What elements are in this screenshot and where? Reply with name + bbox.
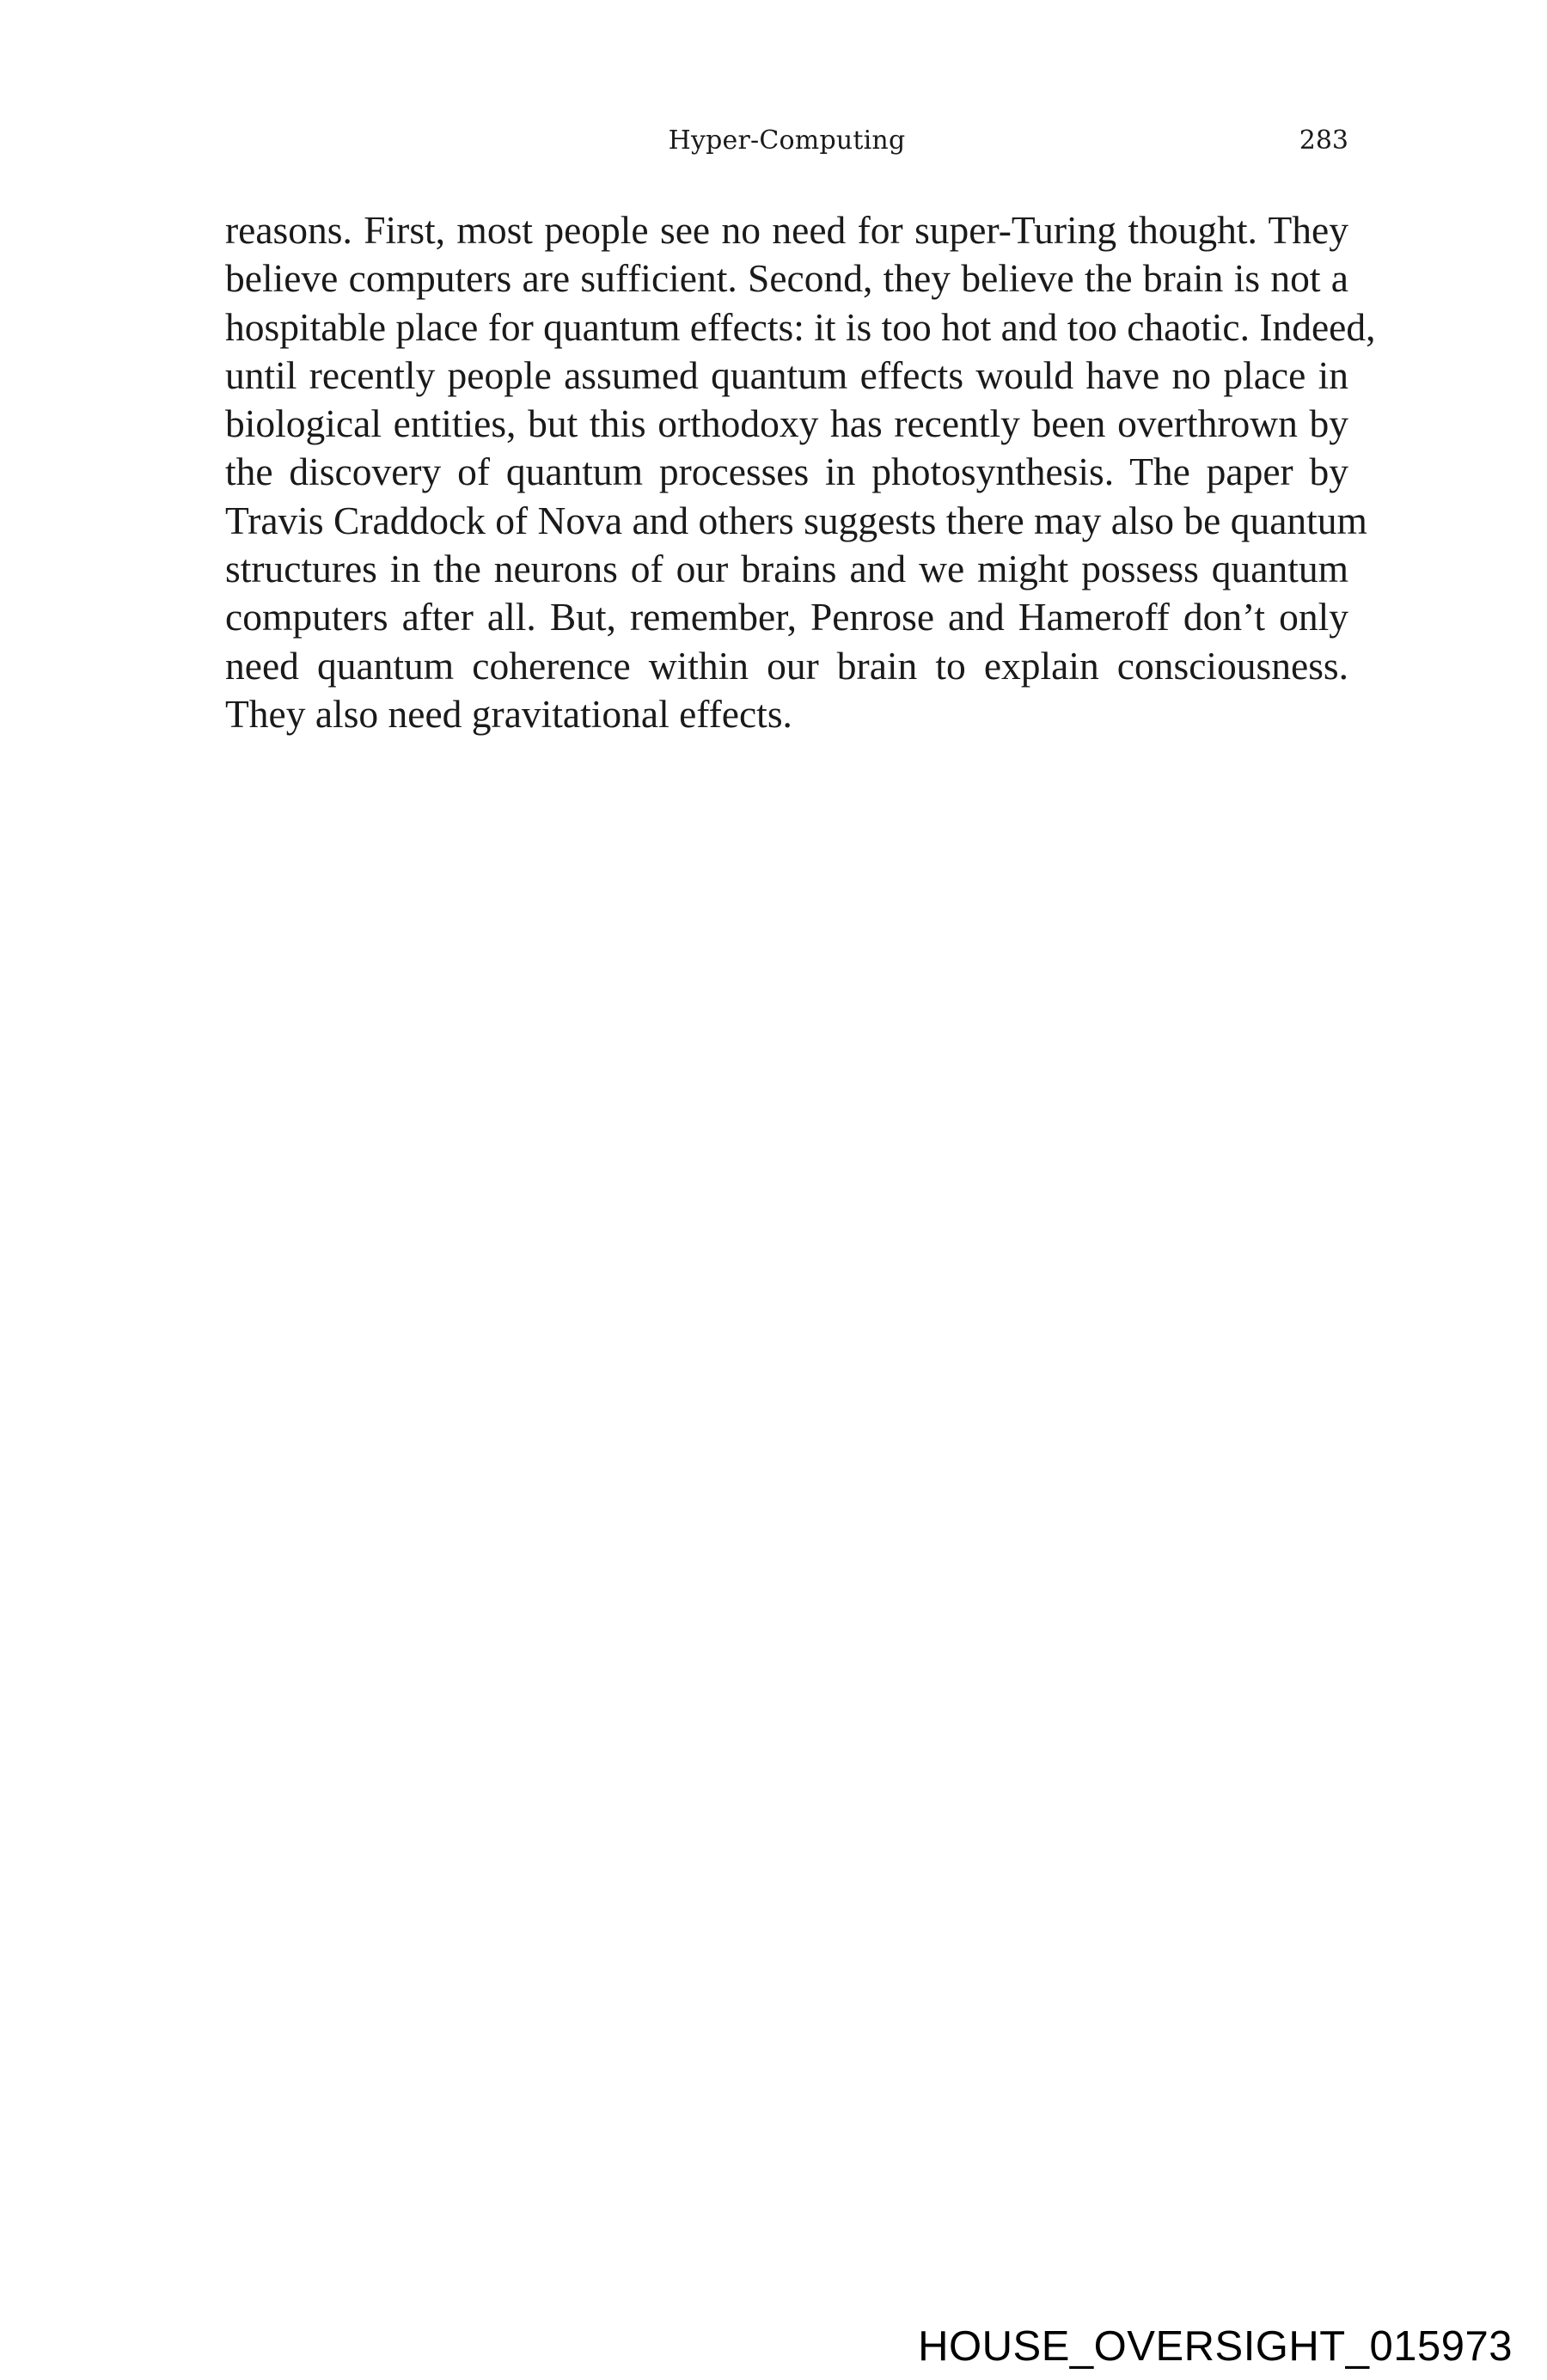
text-line: structures in the neurons of our brains and we might possess quantum	[225, 547, 1348, 591]
text-line: biological entities, but this orthodoxy has recently been overthrown by	[225, 401, 1348, 446]
text-line: hospitable place for quantum effects: it is too hot and too chaotic. Indeed,	[225, 304, 1376, 349]
text-line: They also need gravitational effects.	[225, 691, 792, 736]
body-paragraph	[225, 206, 1376, 738]
text-line: believe computers are sufficient. Second, they believe the brain is not a	[225, 256, 1348, 301]
text-line: the discovery of quantum processes in photosynthesis. The paper by	[225, 450, 1348, 494]
text-line: reasons. First, most people see no need for super-Turing thought. They	[225, 208, 1348, 252]
text-line: until recently people assumed quantum effects would have no place in	[225, 352, 1348, 397]
text-line: need quantum coherence within our brain to explain consciousness.	[225, 643, 1348, 688]
bates-number: HOUSE_OVERSIGHT_015973	[918, 2323, 1513, 2370]
running-title: Hyper-Computing	[668, 125, 906, 156]
text-line: Travis Craddock of Nova and others suggests there may also be quantum	[225, 498, 1367, 542]
text-line: computers after all. But, remember, Penrose and Hameroff don’t only	[225, 595, 1348, 639]
running-header	[225, 122, 1348, 160]
page-number: 283	[1299, 125, 1348, 156]
